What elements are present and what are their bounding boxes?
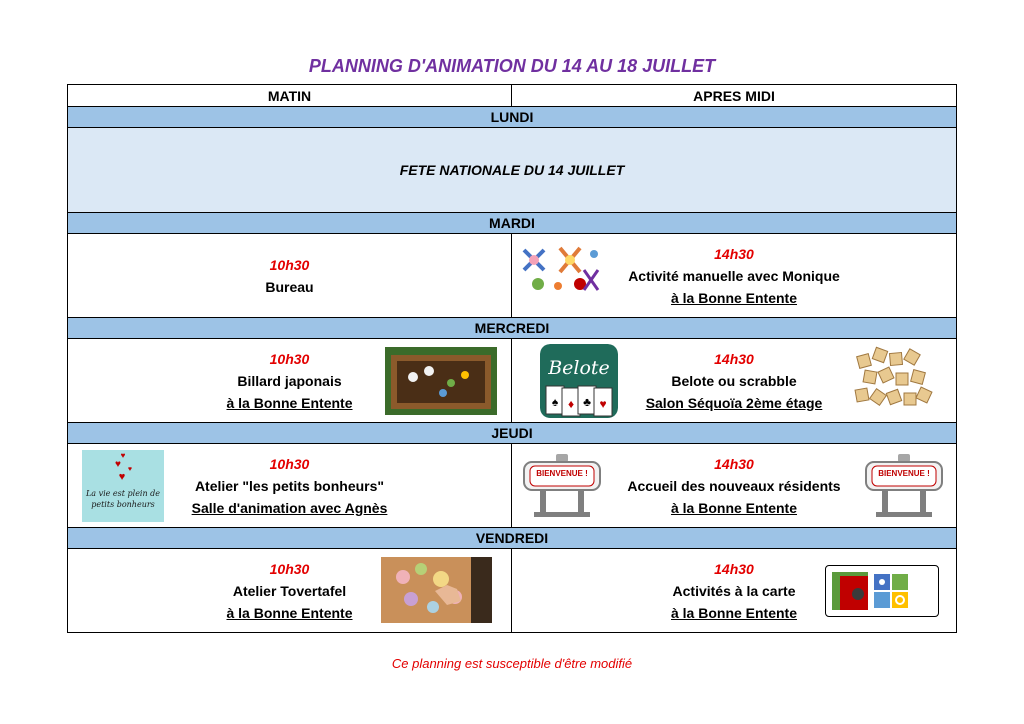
- holiday-row: [68, 128, 957, 213]
- afternoon-cell: [512, 339, 957, 423]
- svg-text:♥: ♥: [118, 471, 126, 483]
- location-label: à la Bonne Entente: [670, 499, 798, 516]
- footer-note: Ce planning est susceptible d'être modifié: [391, 656, 633, 671]
- time-label: 10h30: [269, 560, 310, 577]
- day-row-vendredi: [68, 528, 957, 549]
- holiday-note: FETE NATIONALE DU 14 JUILLET: [68, 128, 957, 213]
- day-label: LUNDI: [68, 107, 957, 128]
- location-label: à la Bonne Entente: [226, 604, 353, 621]
- column-header-row: [68, 85, 957, 107]
- location-label: à la Bonne Entente: [226, 394, 353, 411]
- day-label: MERCREDI: [68, 318, 957, 339]
- slot-row-jeudi: [68, 444, 957, 528]
- morning-cell: [68, 234, 512, 318]
- activity-label: Atelier "les petits bonheurs": [194, 477, 385, 494]
- svg-text:♣: ♣: [583, 395, 591, 409]
- activity-label: Accueil des nouveaux résidents: [627, 477, 841, 494]
- slot-row-mardi: [68, 234, 957, 318]
- time-label: 10h30: [269, 256, 310, 273]
- activity-label: Activité manuelle avec Monique: [628, 267, 840, 284]
- afternoon-cell: [512, 444, 957, 528]
- day-label: JEUDI: [68, 423, 957, 444]
- activity-label: Activités à la carte: [672, 582, 796, 599]
- activity-label: Atelier Tovertafel: [232, 582, 347, 599]
- column-header-afternoon: APRES MIDI: [512, 85, 957, 107]
- activity-label: Bureau: [265, 278, 314, 295]
- belote-logo-text: Belote: [548, 357, 610, 379]
- petits-bonheurs-image-text: La vie est plein de petits bonheurs: [85, 489, 161, 509]
- schedule-table: [67, 84, 957, 633]
- svg-text:♥: ♥: [127, 466, 133, 473]
- day-row-mercredi: [68, 318, 957, 339]
- afternoon-cell: [512, 234, 957, 318]
- time-label: 10h30: [269, 455, 310, 472]
- morning-cell: [68, 444, 512, 528]
- day-row-mardi: [68, 213, 957, 234]
- svg-text:♠: ♠: [551, 395, 559, 409]
- location-label: Salle d'animation avec Agnès: [191, 499, 388, 516]
- bienvenue-sign-text: BIENVENUE !: [878, 469, 930, 478]
- slot-row-vendredi: [68, 549, 957, 633]
- svg-text:♦: ♦: [567, 397, 575, 411]
- time-label: 14h30: [714, 560, 754, 577]
- day-row-lundi: [68, 107, 957, 128]
- day-row-jeudi: [68, 423, 957, 444]
- time-label: 10h30: [269, 350, 310, 367]
- time-label: 14h30: [714, 245, 754, 262]
- column-header-morning: MATIN: [68, 85, 512, 107]
- morning-cell: [68, 339, 512, 423]
- svg-text:♥: ♥: [120, 451, 126, 460]
- time-label: 14h30: [714, 455, 754, 472]
- time-label: 14h30: [714, 350, 754, 367]
- day-label: MARDI: [68, 213, 957, 234]
- svg-text:♥: ♥: [599, 397, 607, 411]
- bienvenue-sign-text: BIENVENUE !: [536, 469, 588, 478]
- location-label: Salon Séquoïa 2ème étage: [645, 394, 823, 411]
- location-label: à la Bonne Entente: [670, 289, 798, 306]
- slot-row-mercredi: [68, 339, 957, 423]
- day-label: VENDREDI: [68, 528, 957, 549]
- svg-text:♥: ♥: [115, 459, 121, 470]
- page-title: PLANNING D'ANIMATION DU 14 AU 18 JUILLET: [308, 56, 716, 76]
- location-label: à la Bonne Entente: [670, 604, 798, 621]
- activity-label: Billard japonais: [237, 372, 342, 389]
- morning-cell: [68, 549, 512, 633]
- afternoon-cell: [512, 549, 957, 633]
- activity-label: Belote ou scrabble: [671, 372, 797, 389]
